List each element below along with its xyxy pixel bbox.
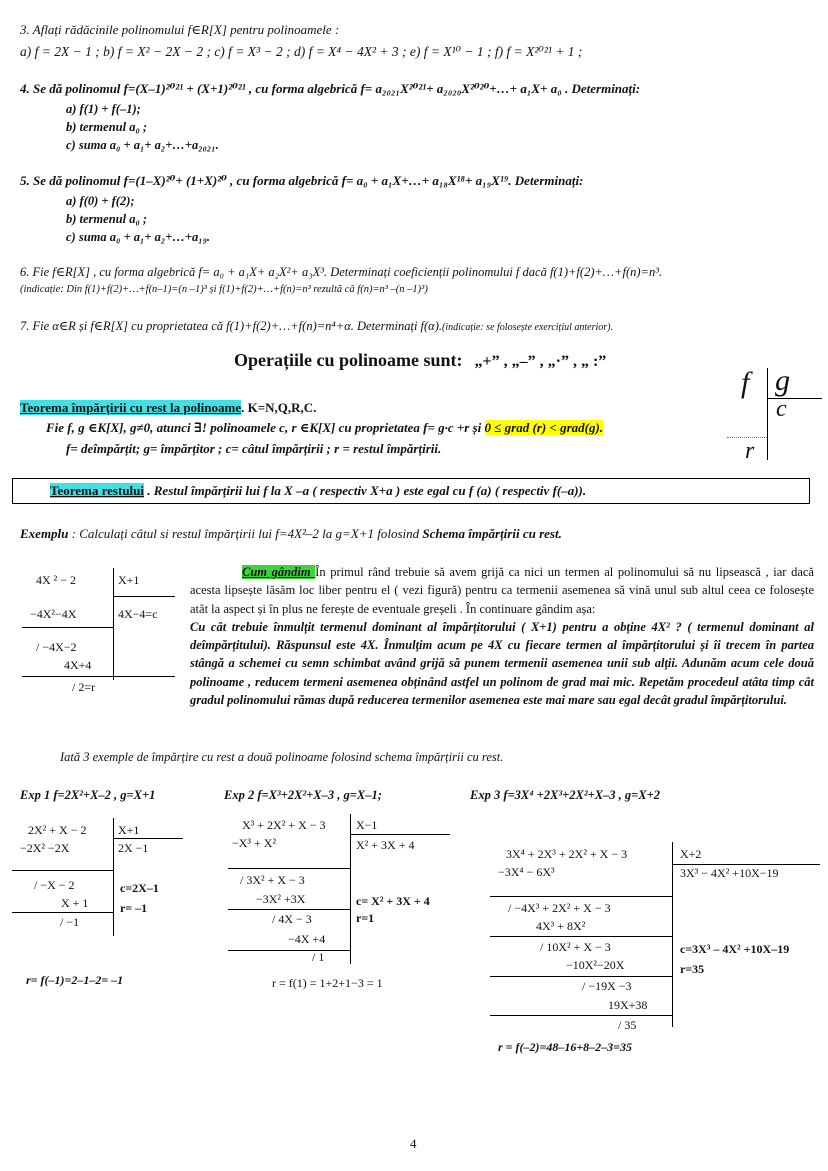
exp2-line-1 bbox=[228, 868, 350, 869]
ex0-dividend: 4X ² − 2 bbox=[36, 573, 77, 587]
exp2-dividend: X³ + 2X² + X − 3 bbox=[242, 818, 326, 832]
ex0-divisor-line bbox=[113, 596, 175, 597]
problem-4-b: b) termenul a₀ ; bbox=[66, 120, 148, 134]
example-label: Exemplu bbox=[20, 526, 69, 541]
exp3-step3: 4X³ + 8X² bbox=[536, 919, 586, 933]
exp2-c-result: c= X² + 3X + 4 bbox=[356, 894, 430, 908]
problem-4-c: c) suma a₀ + a₁+ a₂+…+a₂₀₂₁. bbox=[66, 138, 219, 152]
exp2-quotient: X² + 3X + 4 bbox=[356, 838, 415, 852]
exp1-step1: −2X² −2X bbox=[20, 841, 70, 855]
exp3-line-1 bbox=[490, 896, 672, 897]
scheme-f: f bbox=[741, 366, 750, 399]
exp1-check: r= f(–1)=2–1–2= –1 bbox=[26, 973, 124, 987]
problem-6-line: 6. Fie f∈R[X] , cu forma algebrică f= a₀ + a₁X+ a₂X²+ a₃X³. Determinați coeficienții polinomului f dacă f(1)+f(2)+…+f(n)=n³. bbox=[20, 265, 663, 279]
exp1-step2: / −X − 2 bbox=[34, 878, 75, 892]
exp3-step1: −3X⁴ − 6X³ bbox=[498, 865, 555, 879]
example-text: : Calculați câtul si restul împărțirii lui f=4X²–2 la g=X+1 folosind bbox=[68, 526, 423, 541]
exp2-step3: −3X² +3X bbox=[256, 892, 306, 906]
ex0-step3: 4X+4 bbox=[64, 658, 92, 672]
theorem-division-title: Teorema împărțirii cu rest la polinoame bbox=[20, 400, 242, 415]
theorem-division bbox=[20, 399, 316, 416]
exp3-title: Exp 3 f=3X⁴ +2X³+2X²+X–3 , g=X+2 bbox=[470, 788, 661, 802]
exp1-c-result: c=2X–1 bbox=[120, 881, 159, 895]
operations-symbols: „+” , „–” , „·” , „ :” bbox=[474, 353, 607, 370]
exp3-dividend: 3X⁴ + 2X³ + 2X² + X − 3 bbox=[506, 847, 628, 861]
theorem-remainder bbox=[50, 482, 586, 499]
ex0-line-1 bbox=[22, 627, 113, 628]
theorem-remainder-title: Teorema restului bbox=[50, 483, 145, 498]
ex0-divisor: X+1 bbox=[118, 573, 140, 587]
problem-5-title: 5. Se dă polinomul f=(1–X)²⁰+ (1+X)²⁰ , cu forma algebrică f= a₀ + a₁X+…+ a₁₈X¹⁸+ a₁₉X¹⁹. Determinați: bbox=[20, 173, 584, 188]
theorem-division-text: Fie f, g ∈K[X], g≠0, atunci ∃! polinoamele c, r ∈K[X] cu proprietatea f= g·c +r și bbox=[46, 420, 485, 435]
exp2-title: Exp 2 f=X³+2X²+X–3 , g=X–1; bbox=[224, 788, 382, 802]
explanation-steps: Cu cât trebuie înmulțit termenul dominant al împărțitorului ( X+1) pentru a obține 4X² ? ( termenul dominant al deîmpărțitului). Răspunsul este 4X. Înmulțim acum pe 4X cu fiecare termen al împărțitorului și îi trecem în partea stângă a schemei cu semn schimbat având grijă să punem termenii asemenea unii sub alții. Adunăm acum cele două polinoame , reducem termeni asemenea obținând astfel un polinom de grad mai mic. Repetăm procedeul atâta timp cât gradul polinomului rămas după reducerea termenilor asemenea este mai mare sau egal decât gradul împărțitorului. bbox=[190, 619, 814, 708]
exp2-divisor: X−1 bbox=[356, 818, 378, 832]
exp2-line-2 bbox=[228, 909, 350, 910]
ex0-step2: / −4X−2 bbox=[36, 640, 77, 654]
exp2-check: r = f(1) = 1+2+1−3 = 1 bbox=[272, 976, 383, 990]
exp1-divisor-line bbox=[113, 838, 183, 839]
exp3-step5: −10X²−20X bbox=[566, 958, 625, 972]
problem-5-c: c) suma a₀ + a₁+ a₂+…+a₁₉. bbox=[66, 230, 211, 244]
exp1-dividend: 2X² + X − 2 bbox=[28, 823, 87, 837]
exp2-vertical-line bbox=[350, 814, 351, 964]
exp3-vertical-line bbox=[672, 842, 673, 1027]
exp2-step4: / 4X − 3 bbox=[272, 912, 312, 926]
three-examples-intro: Iată 3 exemple de împărțire cu rest a două polinoame folosind schema împărțirii cu rest. bbox=[60, 750, 504, 764]
exp2-divisor-line bbox=[350, 834, 450, 835]
ex0-remainder: / 2=r bbox=[72, 680, 96, 694]
problem-4-title: 4. Se dă polinomul f=(X–1)²⁰²¹ + (X+1)²⁰²¹ , cu forma algebrică f= a₂₀₂₁X²⁰²¹+ a₂₀₂₀X²⁰²⁰+…+ a₁X+ a₀ . Determinați: bbox=[20, 81, 641, 96]
exp2-line-3 bbox=[228, 950, 350, 951]
scheme-c: c bbox=[776, 396, 787, 422]
exp3-divisor: X+2 bbox=[680, 847, 702, 861]
exp3-divisor-line bbox=[672, 864, 820, 865]
problem-4-a: a) f(1) + f(–1); bbox=[66, 102, 141, 116]
theorem-division-definitions: f= deîmpărțit; g= împărțitor ; c= câtul împărțirii ; r = restul împărțirii. bbox=[66, 441, 442, 456]
problem-5-a: a) f(0) + f(2); bbox=[66, 194, 135, 208]
exp1-vertical-line bbox=[113, 818, 114, 936]
exp2-step5: −4X +4 bbox=[288, 932, 326, 946]
exp3-step2: / −4X³ + 2X² + X − 3 bbox=[508, 901, 611, 915]
exp3-remainder: / 35 bbox=[618, 1018, 637, 1032]
operations-heading bbox=[234, 350, 606, 371]
exp2-r-result: r=1 bbox=[356, 911, 375, 925]
exp1-divisor: X+1 bbox=[118, 823, 140, 837]
ex0-step1: −4X²−4X bbox=[30, 607, 77, 621]
problem-3-items: a) f = 2X − 1 ; b) f = X² − 2X − 2 ; c) f = X³ − 2 ; d) f = X⁴ − 4X² + 3 ; e) f = X¹⁰ − 1 ; f) f = X²⁰²¹ + 1 ; bbox=[20, 44, 583, 59]
exp1-line-2 bbox=[12, 912, 113, 913]
exp3-line-2 bbox=[490, 936, 672, 937]
exp1-remainder: / −1 bbox=[60, 915, 80, 929]
exp3-line-4 bbox=[490, 1015, 672, 1016]
ex0-quotient: 4X−4=c bbox=[118, 607, 158, 621]
problem-5-b: b) termenul a₀ ; bbox=[66, 212, 148, 226]
exp3-check: r = f(–2)=48–16+8–2–3=35 bbox=[498, 1040, 633, 1054]
exp1-quotient: 2X −1 bbox=[118, 841, 149, 855]
theorem-division-sets: . K=N,Q,R,C. bbox=[241, 400, 317, 415]
theorem-division-statement bbox=[46, 419, 603, 436]
exp1-r-result: r= –1 bbox=[120, 901, 148, 915]
ex0-vertical-line bbox=[113, 568, 114, 680]
scheme-divider-vertical bbox=[767, 368, 768, 460]
exp1-line-1 bbox=[12, 870, 113, 871]
theorem-division-degree: 0 ≤ grad (r) < grad(g). bbox=[484, 420, 604, 435]
exp3-c-result: c=3X³ – 4X² +10X–19 bbox=[680, 942, 790, 956]
scheme-g: g bbox=[775, 364, 790, 397]
explanation-highlight: Cum gândim bbox=[242, 565, 316, 579]
exp3-step7: 19X+38 bbox=[608, 998, 648, 1012]
problem-3-title: 3. Aflați rădăcinile polinomului f∈R[X] pentru polinoamele : bbox=[20, 22, 340, 37]
example-statement bbox=[20, 525, 562, 542]
exp1-title: Exp 1 f=2X²+X–2 , g=X+1 bbox=[20, 788, 156, 802]
explanation-intro: În primul rând trebuie să avem grijă ca nici un termen al polinomului să nu lipsească , iar dacă acesta lipsește lăsăm loc liber pentru el ( vezi figură) pentru ca termenii asemenea să vină unul sub altul ceea ce folosește atât la aspect și în plus ne ferește de eventuale greșeli . În continuare gândim așa: bbox=[190, 565, 814, 616]
explanation-paragraph bbox=[190, 563, 814, 709]
exp1-step3: X + 1 bbox=[61, 896, 89, 910]
problem-7-text: 7. Fie α∈R și f∈R[X] cu proprietatea că f(1)+f(2)+…+f(n)=n⁴+α. Determinați f(α). bbox=[20, 319, 443, 333]
exp3-line-3 bbox=[490, 976, 672, 977]
problem-6-hint: (indicație: Din f(1)+f(2)+…+f(n–1)=(n –1)³ și f(1)+f(2)+…+f(n)=n³ rezultă că f(n)=n³ –(n –1)³) bbox=[20, 284, 428, 295]
page-number: 4 bbox=[410, 1136, 417, 1151]
problem-7-line bbox=[20, 318, 613, 336]
theorem-remainder-text: . Restul împărțirii lui f la X –a ( respectiv X+a ) este egal cu f (a) ( respectiv f(–a)). bbox=[144, 483, 587, 498]
exp2-remainder: / 1 bbox=[312, 950, 325, 964]
exp2-step1: −X³ + X² bbox=[232, 836, 277, 850]
exp3-step4: / 10X² + X − 3 bbox=[540, 940, 611, 954]
exp2-step2: / 3X² + X − 3 bbox=[240, 873, 305, 887]
operations-title: Operațiile cu polinoame sunt: bbox=[234, 350, 463, 370]
exp3-r-result: r=35 bbox=[680, 962, 705, 976]
example-method: Schema împărțirii cu rest. bbox=[422, 526, 562, 541]
exp3-quotient: 3X³ − 4X² +10X−19 bbox=[680, 866, 779, 880]
scheme-r: r bbox=[745, 438, 755, 464]
problem-7-hint: (indicație: se folosește exercițiul anterior). bbox=[442, 322, 614, 333]
exp3-step6: / −19X −3 bbox=[582, 979, 632, 993]
ex0-line-2 bbox=[22, 676, 175, 677]
